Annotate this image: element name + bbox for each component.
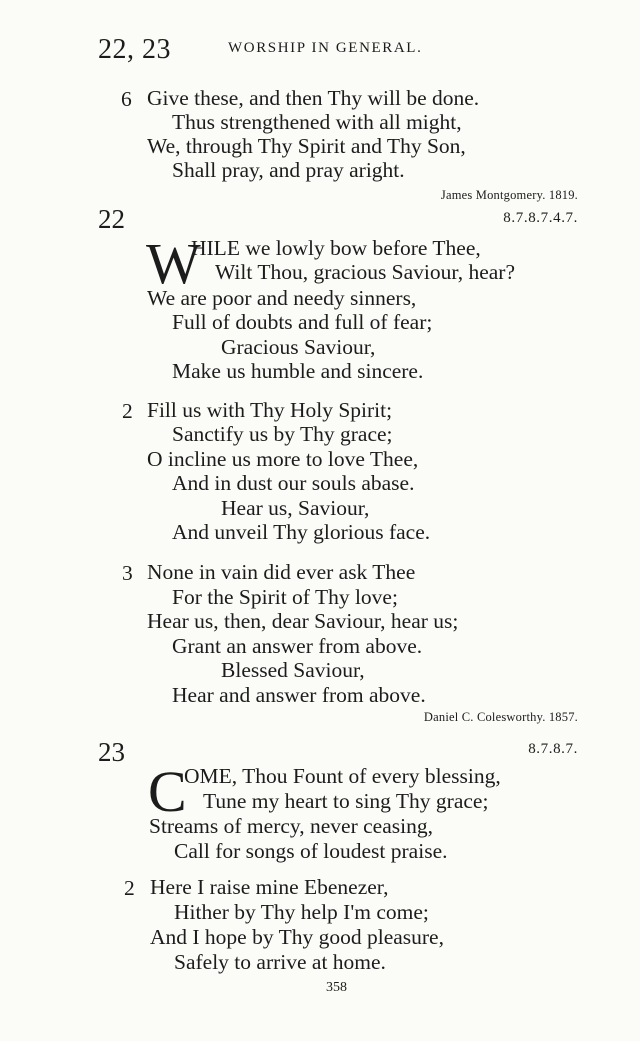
verse-line: Give these, and then Thy will be done.	[147, 86, 480, 110]
verse-line: Wilt Thou, gracious Saviour, hear?	[215, 260, 515, 284]
verse-line: We are poor and needy sinners,	[147, 286, 417, 310]
verse-line: Thus strengthened with all might,	[172, 110, 462, 134]
verse-line: And in dust our souls abase.	[172, 471, 415, 495]
verse-line: None in vain did ever ask Thee	[147, 560, 416, 584]
verse-line: HILE we lowly bow before Thee,	[191, 236, 481, 260]
verse-line: Here I raise mine Ebenezer,	[150, 875, 389, 899]
verse-line: Fill us with Thy Holy Spirit;	[147, 398, 393, 422]
verse-line: And I hope by Thy good pleasure,	[150, 925, 444, 949]
verse-line: O incline us more to love Thee,	[147, 447, 419, 471]
verse-line: Hither by Thy help I'm come;	[174, 900, 429, 924]
hymn-number: 22	[98, 204, 125, 234]
meter: 8.7.8.7.4.7.	[503, 210, 578, 226]
verse-number: 2	[124, 876, 135, 900]
verse-line: Full of doubts and full of fear;	[172, 310, 433, 334]
verse-line: Safely to arrive at home.	[174, 950, 386, 974]
verse-line: Hear us, then, dear Saviour, hear us;	[147, 609, 459, 633]
verse-line: OME, Thou Fount of every blessing,	[184, 764, 501, 788]
verse-line: We, through Thy Spirit and Thy Son,	[147, 134, 466, 158]
verse-line: Hear and answer from above.	[172, 683, 426, 707]
author-attribution: Daniel C. Colesworthy. 1857.	[423, 710, 578, 724]
verse-number: 2	[122, 399, 133, 423]
verse-line: For the Spirit of Thy love;	[172, 585, 398, 609]
verse-line: Tune my heart to sing Thy grace;	[203, 789, 489, 813]
drop-cap: C	[148, 759, 187, 824]
verse-number: 3	[122, 561, 133, 585]
verse-line: And unveil Thy glorious face.	[172, 520, 431, 544]
page-number: 358	[326, 980, 347, 995]
verse-line: Streams of mercy, never ceasing,	[149, 814, 433, 838]
verse-line: Sanctify us by Thy grace;	[172, 422, 393, 446]
header-hymn-numbers: 22, 23	[98, 34, 171, 65]
verse-line: Shall pray, and pray aright.	[172, 158, 405, 182]
verse-number: 6	[121, 87, 132, 111]
author-attribution: James Montgomery. 1819.	[440, 188, 578, 202]
verse-line: Blessed Saviour,	[221, 658, 365, 682]
header-section-title: WORSHIP IN GENERAL.	[228, 40, 423, 56]
verse-line: Grant an answer from above.	[172, 634, 423, 658]
verse-line: Make us humble and sincere.	[172, 359, 424, 383]
meter: 8.7.8.7.	[528, 741, 578, 757]
verse-line: Hear us, Saviour,	[221, 496, 370, 520]
drop-cap: W	[146, 231, 201, 296]
verse-line: Call for songs of loudest praise.	[174, 839, 448, 863]
hymn-number: 23	[98, 737, 125, 767]
verse-line: Gracious Saviour,	[221, 335, 376, 359]
